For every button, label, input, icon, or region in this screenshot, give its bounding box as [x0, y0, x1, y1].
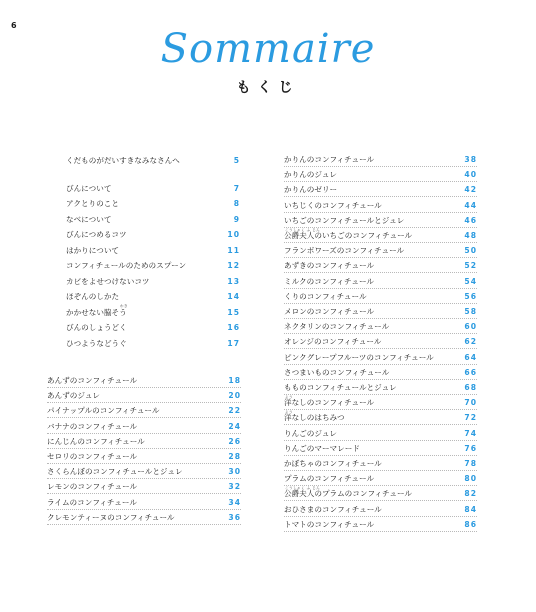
toc-entry-page: 46 — [464, 215, 477, 225]
toc-entry-page: 17 — [227, 338, 240, 348]
toc-entry-ruby: わき — [120, 304, 128, 308]
toc-entry-ruby: こうしゃく ふ じん — [285, 486, 321, 491]
toc-entry-page: 64 — [464, 352, 477, 362]
toc-entry-title: ミルクのコンフィチュール — [284, 276, 374, 286]
toc-entry[interactable] — [284, 320, 477, 334]
toc-entry-title: いちごのコンフィチュールとジュレ — [284, 215, 405, 225]
toc-entry-page: 11 — [227, 245, 240, 255]
toc-entry[interactable] — [284, 244, 477, 258]
toc-entry[interactable] — [284, 457, 477, 471]
toc-entry-title: レモンのコンフィチュール — [47, 482, 138, 492]
toc-entry-page: 16 — [227, 323, 240, 332]
toc-entry-page: 54 — [464, 276, 477, 286]
toc-entry-page: 62 — [464, 337, 477, 347]
toc-entry-page: 8 — [233, 199, 240, 208]
toc-entry-title: かぼちゃのコンフィチュール — [284, 459, 382, 468]
toc-entry-title: クレモンティーヌのコンフィチュール — [47, 512, 175, 522]
toc-entry-title: プラムのコンフィチュール — [284, 474, 375, 484]
toc-entry-title: びんのしょうどく — [66, 323, 127, 332]
toc-entry-page: 20 — [228, 391, 241, 401]
toc-entry[interactable] — [284, 366, 477, 380]
toc-entry-page: 14 — [227, 292, 240, 301]
toc-entry[interactable] — [47, 480, 241, 494]
toc-entry-ruby: よう — [285, 395, 293, 400]
toc-entry-title: くだものがだいすきなみなさんへ — [66, 155, 180, 165]
toc-entry-page: 50 — [464, 246, 477, 256]
toc-entry-page: 66 — [464, 367, 477, 377]
toc-entry-page: 60 — [464, 322, 477, 332]
toc-entry[interactable] — [284, 168, 477, 182]
toc-entry-page: 40 — [464, 170, 477, 180]
toc-entry-page: 36 — [228, 512, 241, 522]
toc-entry[interactable] — [66, 290, 240, 304]
toc-entry-page: 32 — [228, 482, 241, 492]
toc-entry[interactable] — [66, 197, 240, 211]
toc-entry-title: かりんのゼリー — [284, 185, 338, 195]
toc-entry-page: 26 — [228, 436, 241, 446]
toc-entry-page: 22 — [228, 406, 241, 416]
toc-entry[interactable] — [284, 396, 477, 410]
toc-entry-page: 5 — [233, 155, 240, 165]
toc-entry-title: びんについて — [66, 183, 112, 193]
toc-entry-title: バナナのコンフィチュール — [47, 421, 138, 431]
toc-entry-page: 80 — [464, 474, 477, 484]
toc-entry[interactable] — [47, 389, 241, 403]
toc-entry-title: いちじくのコンフィチュール — [284, 200, 382, 210]
toc-entry-title: かりんのコンフィチュール — [284, 155, 375, 164]
toc-entry-page: 68 — [464, 383, 477, 392]
toc-entry[interactable] — [284, 259, 477, 273]
toc-entry-title: はかりについて — [66, 245, 120, 255]
toc-entry[interactable] — [47, 374, 241, 388]
toc-entry-page: 78 — [464, 459, 477, 468]
toc-entry-title: ライムのコンフィチュール — [47, 497, 137, 507]
toc-entry-title: ひつようなどうぐ — [66, 338, 127, 348]
toc-entry-ruby: よう — [285, 410, 293, 415]
toc-entry-page: 28 — [228, 452, 241, 461]
toc-entry-page: 76 — [464, 443, 477, 453]
toc-entry[interactable] — [284, 214, 477, 228]
toc-entry-title: パイナップルのコンフィチュール — [47, 406, 160, 416]
toc-entry-page: 70 — [464, 398, 477, 408]
title-japanese: もくじ — [236, 80, 300, 96]
toc-entry-title: 洋なしのコンフィチュール — [284, 398, 375, 408]
toc-entry-page: 56 — [464, 291, 477, 301]
toc-entry-title: ほぞんのしかた — [66, 292, 120, 301]
toc-entry-page: 24 — [228, 421, 241, 431]
toc-entry-page: 15 — [227, 307, 240, 317]
toc-entry[interactable] — [66, 259, 240, 273]
toc-entry[interactable] — [47, 511, 241, 525]
toc-entry-title: コンフィチュールのためのスプーン — [66, 261, 187, 270]
toc-entry-title: トマトのコンフィチュール — [284, 519, 375, 529]
toc-entry-page: 7 — [233, 183, 240, 193]
toc-entry-page: 82 — [464, 489, 477, 499]
toc-entry[interactable] — [284, 290, 477, 304]
toc-entry-title: さつまいものコンフィチュール — [284, 367, 390, 377]
toc-entry-page: 86 — [464, 519, 477, 529]
toc-entry-title: おひさまのコンフィチュール — [284, 504, 382, 514]
toc-entry[interactable] — [284, 487, 477, 501]
toc-entry[interactable] — [284, 183, 477, 197]
toc-entry-ruby: こうしゃく ふ じん — [285, 228, 321, 232]
toc-entry-title: カビをよせつけないコツ — [66, 276, 150, 286]
toc-entry-title: 公爵夫人のプラムのコンフィチュール — [284, 489, 413, 499]
toc-entry-page: 48 — [464, 231, 477, 240]
toc-entry-page: 30 — [228, 467, 241, 477]
toc-entry[interactable] — [284, 442, 477, 456]
toc-entry[interactable] — [284, 381, 477, 395]
toc-entry[interactable] — [66, 243, 240, 257]
toc-entry-title: 洋なしのはちみつ — [284, 413, 345, 423]
toc-entry[interactable] — [284, 305, 477, 319]
toc-entry-title: ピンクグレープフルーツのコンフィチュール — [284, 352, 434, 362]
toc-entry[interactable] — [284, 229, 477, 243]
toc-entry-page: 58 — [464, 307, 477, 316]
toc-entry[interactable] — [284, 503, 477, 517]
toc-entry-page: 44 — [464, 200, 477, 210]
toc-entry-title: りんごのジュレ — [284, 428, 338, 438]
toc-entry-page: 38 — [464, 155, 477, 164]
toc-entry-title: アクとりのこと — [66, 199, 119, 208]
toc-entry[interactable] — [66, 181, 240, 195]
toc-entry-page: 72 — [464, 413, 477, 423]
toc-entry-title: かりんのジュレ — [284, 170, 338, 180]
toc-entry[interactable] — [66, 321, 240, 335]
toc-entry-title: くりのコンフィチュール — [284, 291, 367, 301]
toc-entry-title: かかせない脇そう — [66, 307, 127, 317]
toc-entry[interactable] — [284, 472, 477, 486]
toc-entry-title: あんずのジュレ — [47, 391, 101, 401]
toc-entry-title: なべについて — [66, 214, 112, 224]
toc-entry-title: セロリのコンフィチュール — [47, 452, 138, 461]
toc-entry[interactable] — [284, 351, 477, 365]
toc-entry[interactable] — [47, 420, 241, 434]
toc-entry-page: 18 — [228, 376, 241, 385]
toc-entry[interactable] — [47, 404, 241, 418]
toc-entry-page: 84 — [464, 504, 477, 514]
toc-entry-title: ネクタリンのコンフィチュール — [284, 322, 390, 332]
toc-entry-title: びんにつめるコツ — [66, 230, 127, 239]
toc-entry[interactable] — [284, 199, 477, 213]
toc-entry[interactable] — [284, 518, 477, 532]
toc-entry-page: 52 — [464, 261, 477, 271]
toc-entry-page: 74 — [464, 428, 477, 438]
toc-entry-title: あずきのコンフィチュール — [284, 261, 375, 271]
page-number: 6 — [11, 21, 17, 30]
toc-entry[interactable] — [284, 275, 477, 289]
toc-entry-title: 公爵夫人のいちごのコンフィチュール — [284, 231, 413, 240]
toc-entry-title: メロンのコンフィチュール — [284, 307, 375, 316]
toc-entry[interactable] — [284, 427, 477, 441]
toc-entry[interactable] — [66, 274, 240, 288]
toc-entry-title: さくらんぼのコンフィチュールとジュレ — [47, 467, 183, 477]
toc-entry-page: 12 — [227, 261, 240, 270]
toc-entry-title: りんごのマーマレード — [284, 443, 360, 453]
toc-entry[interactable] — [284, 335, 477, 349]
toc-entry-page: 34 — [228, 497, 241, 507]
toc-entry[interactable] — [66, 305, 240, 319]
toc-entry[interactable] — [47, 435, 241, 449]
toc-entry[interactable] — [66, 228, 240, 242]
toc-entry-title: オレンジのコンフィチュール — [284, 337, 382, 347]
toc-entry-title: にんじんのコンフィチュール — [47, 436, 145, 446]
title-script: Sommaire — [160, 26, 376, 72]
toc-entry-page: 10 — [227, 230, 240, 239]
toc-entry-title: あんずのコンフィチュール — [47, 376, 138, 385]
toc-entry-title: もものコンフィチュールとジュレ — [284, 383, 397, 392]
toc-entry[interactable] — [66, 153, 240, 167]
toc-entry[interactable] — [66, 336, 240, 350]
toc-entry[interactable] — [284, 411, 477, 425]
toc-entry[interactable] — [47, 496, 241, 510]
toc-entry-page: 42 — [464, 185, 477, 195]
toc-entry-title: フランボワーズのコンフィチュール — [284, 246, 405, 256]
toc-entry-page: 13 — [227, 276, 240, 286]
toc-entry[interactable] — [47, 450, 241, 464]
toc-entry[interactable] — [284, 153, 477, 167]
toc-entry[interactable] — [66, 212, 240, 226]
toc-entry[interactable] — [47, 465, 241, 479]
toc-entry-page: 9 — [233, 214, 240, 224]
